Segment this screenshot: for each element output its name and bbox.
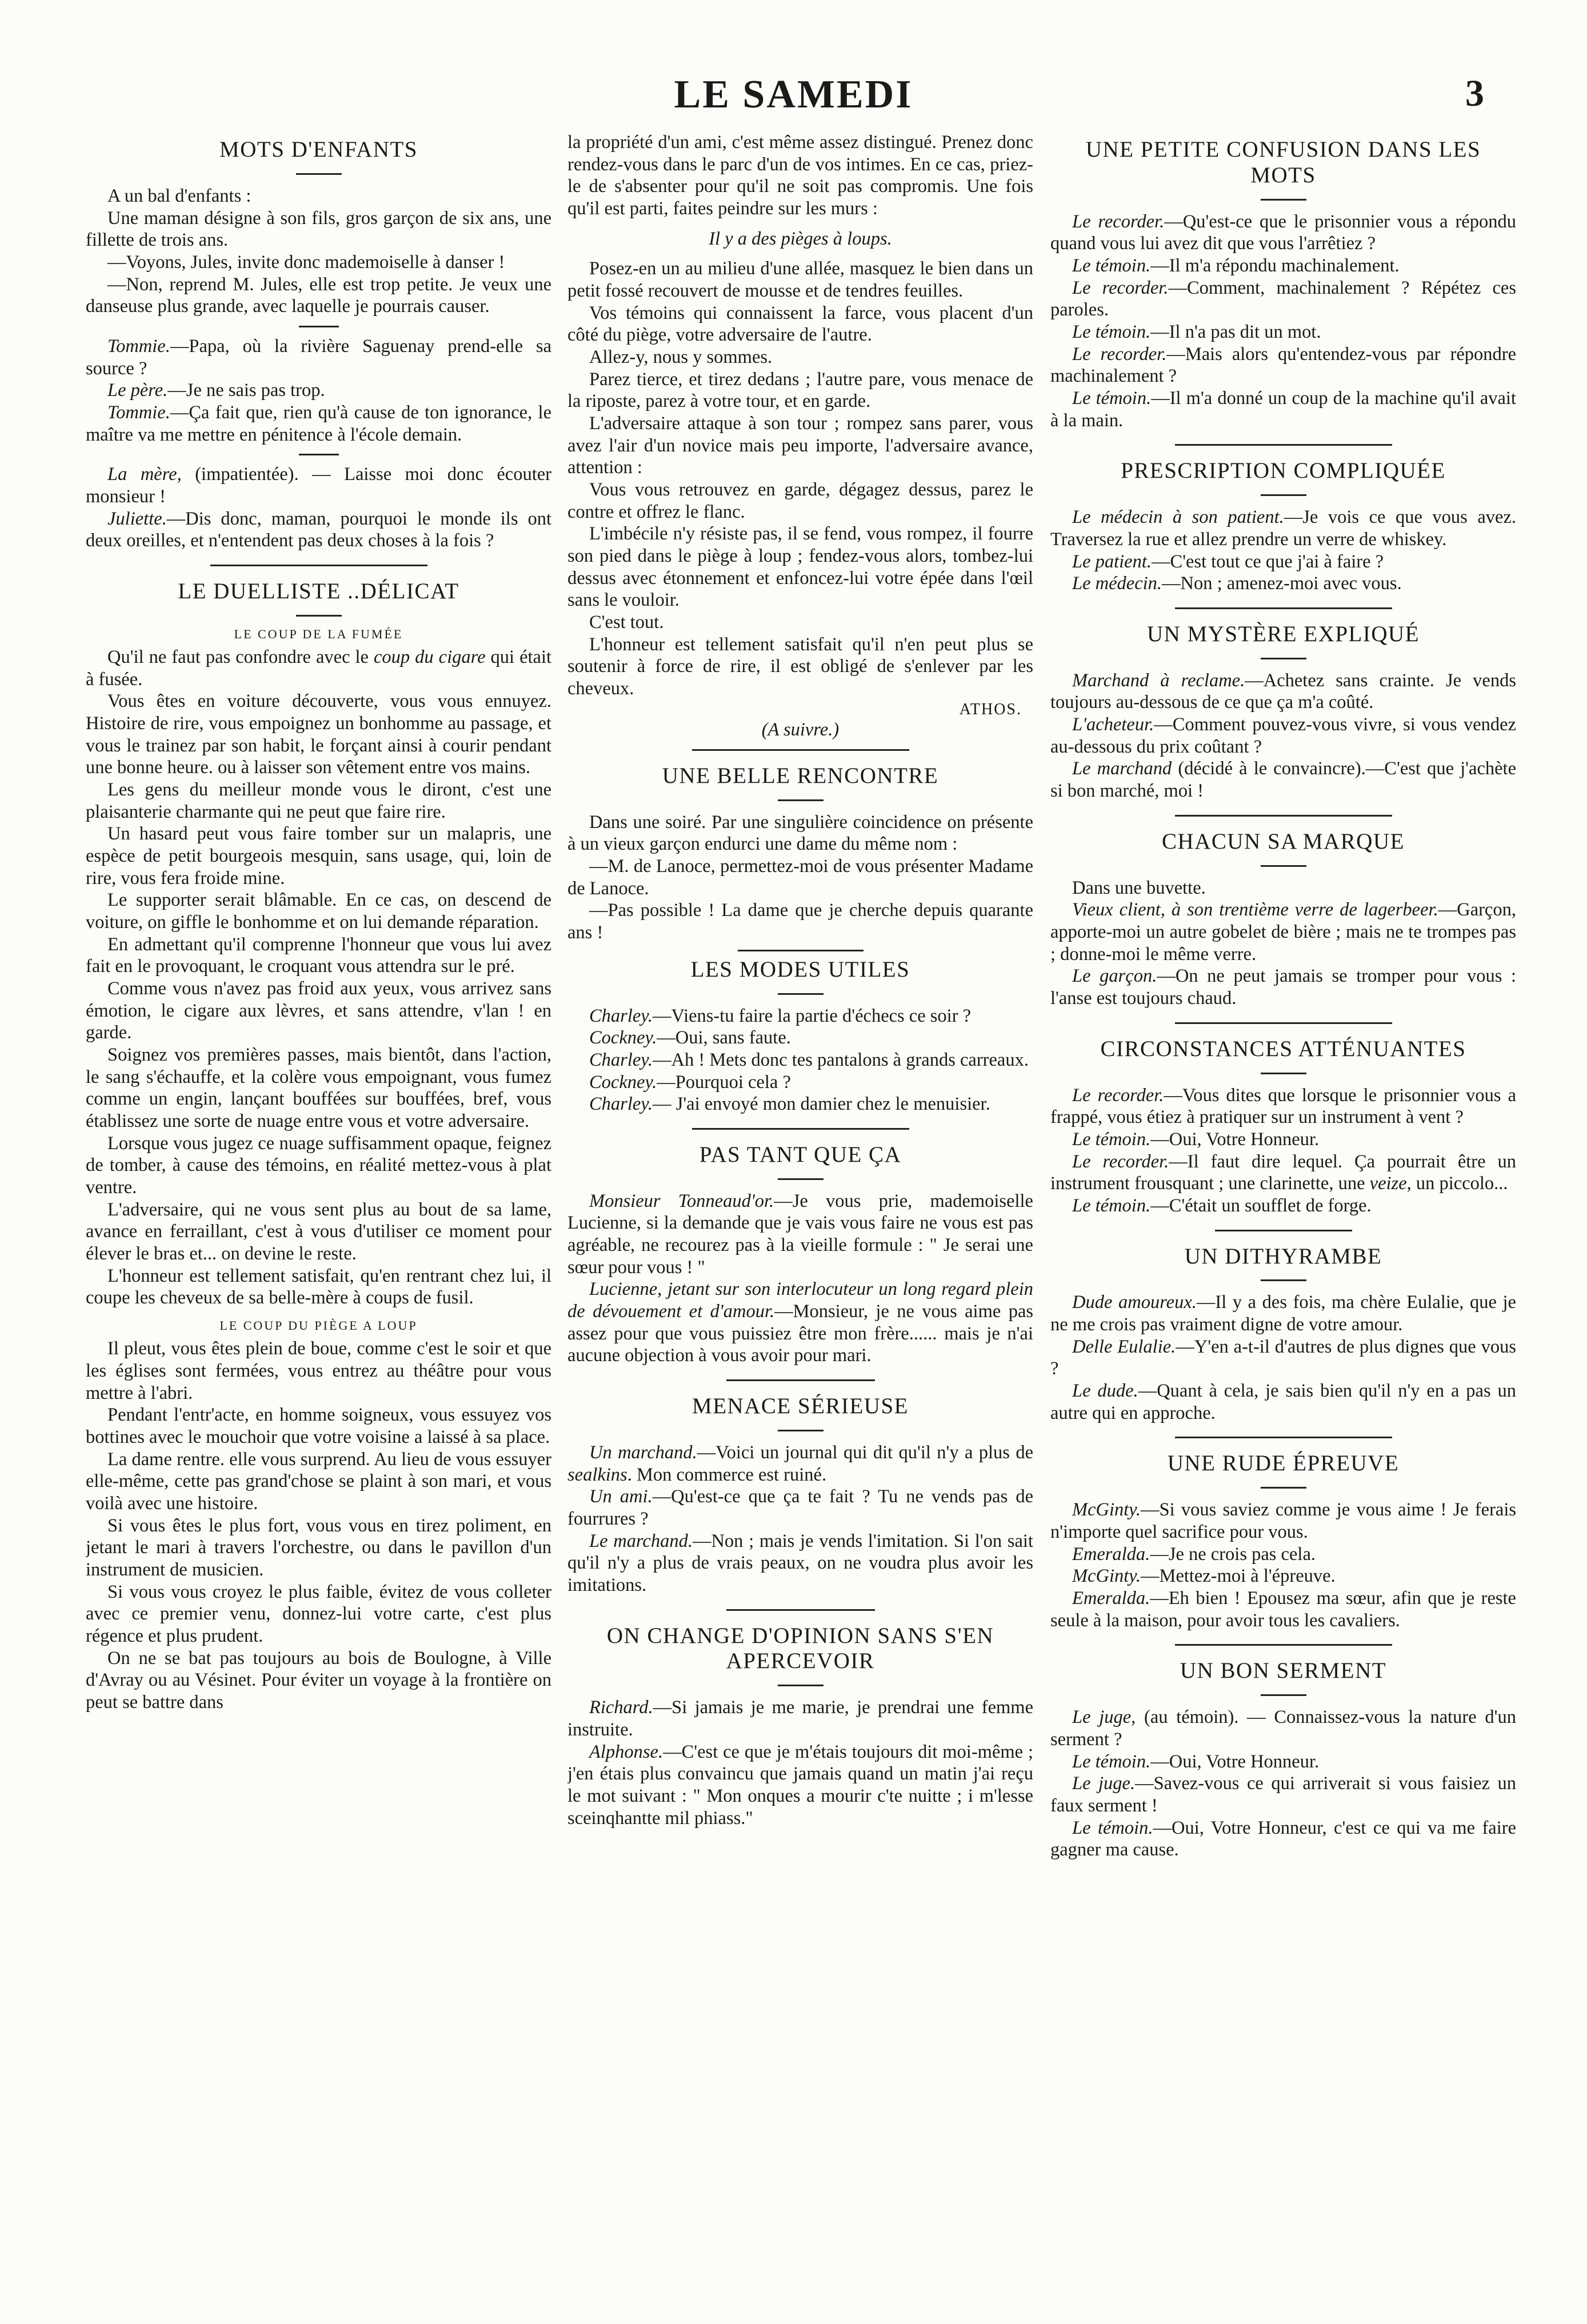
paragraph: Lorsque vous jugez ce nuage suffisamment opaque, feignez de tomber, à cause des témoins, en réalité mettez-vous à plat ventre. [86,1133,551,1198]
speaker: Alphonse. [589,1741,663,1762]
section-title-opinion: ON CHANGE D'OPINION SANS S'EN APERCEVOIR [606,1623,994,1674]
divider [1261,658,1306,659]
speaker: Le témoin. [1072,1129,1151,1150]
divider [1175,444,1392,446]
speaker: L'acheteur. [1072,714,1154,735]
speaker: Monsieur Tonneaud'or. [589,1190,774,1211]
dialogue-line: Le dude.—Quant à cela, je sais bien qu'il n'y en a pas un autre qui en approche. [1050,1381,1516,1423]
dialogue-line: Monsieur Tonneaud'or.—Je vous prie, mademoiselle Lucienne, si la demande que je vais vous faire ne vous est pas agréable, ne recourez pas à la vieille formule : " Je serai une sœur pour vous ! " [567,1190,1033,1278]
speaker: Tommie. [107,335,170,357]
speaker: Richard. [589,1697,653,1718]
dialogue-line: Le patient.—C'est tout ce que j'ai à faire ? [1072,551,1384,572]
section-title-duelliste: LE DUELLISTE ..DÉLICAT [178,578,459,603]
speaker: Le recorder. [1072,343,1167,365]
section-title-prescription: PRESCRIPTION COMPLIQUÉE [1121,458,1446,483]
paragraph: C'est tout. [589,612,664,633]
dialogue-line: McGinty.—Mettez-moi à l'épreuve. [1072,1566,1336,1587]
speaker: Le témoin. [1072,388,1152,409]
divider [299,454,339,455]
paragraph: —Voyons, Jules, invite donc mademoiselle à danser ! [107,251,505,273]
speaker: Le garçon. [1072,966,1157,987]
column-3 [1050,131,1516,2303]
dialogue-line: Le garçon.—On ne peut jamais se tromper pour vous : l'anse est toujours chaud. [1050,966,1516,1009]
paragraph: Il pleut, vous êtes plein de boue, comme c'est le soir et que les églises sont fermées, vous entrez au théâtre pour vous mettre à l'abri. [86,1338,551,1403]
divider [1175,1644,1392,1646]
paragraph: L'honneur est tellement satisfait qu'il n'en peut plus se soutenir à force de rire, il est obligé de s'enlever par les cheveux. [567,634,1033,699]
paragraph: L'adversaire attaque à son tour ; rompez sans parer, vous avez l'air d'un novice mais peu importe, l'adversaire avance, attention : [567,413,1033,478]
paragraph: Si vous vous croyez le plus faible, évitez de vous colleter avec ce premier venu, donnez-lui votre carte, c'est plus régence et plus prudent. [86,1581,551,1646]
dialogue-line: Juliette.—Dis donc, maman, pourquoi le monde ils ont deux oreilles, et n'entendent pas deux choses à la fois ? [86,508,551,551]
section-title-mystere: UN MYSTÈRE EXPLIQUÉ [1147,621,1420,646]
speaker: Vieux client, à son trentième verre de lagerbeer. [1072,899,1438,921]
divider [692,749,909,751]
speaker: Juliette. [107,508,167,529]
dialogue-line: Le témoin.—Il m'a répondu machinalement. [1072,255,1400,277]
dialogue-line: Le marchand (décidé à le convaincre).—C'est que j'achète si bon marché, moi ! [1050,758,1516,802]
dialogue-line: Delle Eulalie.—Y'en a-t-il d'autres de plus dignes que vous ? [1050,1336,1516,1379]
paragraph: Vous êtes en voiture découverte, vous vous ennuyez. Histoire de rire, vous empoignez un bonhomme au passage, et vous le trainez par son habit, le forçant ainsi à courir pendant une bonne heure. ou à laisser son vêtement entre vos mains. [86,691,551,778]
divider [692,1128,909,1130]
dialogue-line: Richard.—Si jamais je me marie, je prendrai une femme instruite. [567,1697,1033,1740]
dialogue-line: Le juge.—Savez-vous ce qui arriverait si vous faisiez un faux serment ! [1050,1773,1516,1816]
dialogue-line: Le témoin.—Oui, Votre Honneur. [1072,1129,1320,1150]
dialogue-line: Cockney.—Pourquoi cela ? [589,1071,791,1093]
dialogue-line: Le témoin.—C'était un soufflet de forge. [1072,1195,1372,1216]
speaker: Le médecin à son patient. [1072,507,1284,528]
paragraph: —Non, reprend M. Jules, elle est trop petite. Je veux une danseuse plus grande, avec laquelle je pourrais causer. [86,274,551,317]
paragraph: Dans une buvette. [1072,877,1206,898]
dialogue-line: Alphonse.—C'est ce que je m'étais toujours dit moi-même ; j'en étais plus convaincu que jamais quand un matin j'ai reçu le mot suivant : " Mon onques a mourir c'te nuitte ; i m'lesse sceinqhantte mil phiass." [567,1741,1033,1829]
speaker: Le marchand [1072,758,1172,779]
divider [738,950,864,951]
dialogue-line: Le recorder.—Il faut dire lequel. Ça pourrait être un instrument frousquant ; une clarinette, une veize, un piccolo... [1050,1151,1516,1194]
divider [1215,1230,1352,1231]
dialogue-line: Charley.—Ah ! Mets donc tes pantalons à grands carreaux. [589,1049,1029,1070]
paragraph: Si vous êtes le plus fort, vous vous en tirez poliment, en jetant le mari à travers l'orchestre, ou dans le pavillon d'un instrument de musicien. [86,1515,551,1580]
paragraph: Un hasard peut vous faire tomber sur un malapris, une espèce de petit bourgeois mesquin, sans usage, qui, loin de rire, vous fera froide mine. [86,823,551,889]
divider [726,1379,875,1381]
speaker: McGinty. [1072,1566,1141,1587]
speaker: Le témoin. [1072,255,1151,277]
dialogue-line: Le médecin à son patient.—Je vois ce que vous avez. Traversez la rue et allez prendre un verre de whiskey. [1050,507,1516,550]
speaker: Le témoin. [1072,1751,1151,1772]
paragraph: Une maman désigne à son fils, gros garçon de six ans, une fillette de trois ans. [86,207,551,251]
author-signature: ATHOS. [959,700,1022,718]
subsection-title: LE COUP DU PIÈGE A LOUP [219,1318,418,1333]
dialogue-line: Le témoin.—Il m'a donné un coup de la machine qu'il avait à la main. [1050,388,1516,431]
speaker: Dude amoureux. [1072,1292,1197,1313]
section-title-pas-tant: PAS TANT QUE ÇA [699,1142,902,1167]
section-title-rencontre: UNE BELLE RENCONTRE [662,763,939,788]
divider [1261,865,1306,867]
dialogue-line: L'acheteur.—Comment pouvez-vous vivre, si vous vendez au-dessous du prix coûtant ? [1050,714,1516,757]
dialogue-line: Le témoin.—Il n'a pas dit un mot. [1072,322,1321,343]
divider [1175,1022,1392,1024]
newspaper-title: LE SAMEDI [674,73,913,117]
dialogue-line: Dude amoureux.—Il y a des fois, ma chère Eulalie, que je ne me crois pas vraiment digne de votre amour. [1050,1292,1516,1335]
divider [1175,815,1392,817]
divider [299,326,339,327]
paragraph: A un bal d'enfants : [107,185,251,206]
divider [296,173,342,175]
paragraph: L'imbécile n'y résiste pas, il se fend, vous rompez, il fourre son pied dans le piège à loup ; fendez-vous alors, tombez-lui dessus avec étonnement et enfoncez-lui votre épée dans l'œil sans le vouloir. [567,523,1033,611]
divider [1175,1437,1392,1438]
divider [1175,607,1392,609]
speaker: Lucienne, jetant sur son interlocuteur un long regard plein de dévouement et d'amour. [567,1279,1033,1322]
divider [778,1178,824,1180]
speaker: Un ami. [589,1486,653,1507]
speaker: Le juge. [1072,1773,1136,1794]
paragraph: Pendant l'entr'acte, en homme soigneux, vous essuyez vos bottines avec le mouchoir que votre voisine a laissé à sa place. [86,1405,551,1447]
divider [1261,1279,1306,1281]
divider [726,1609,875,1611]
section-title-rude-epreuve: UNE RUDE ÉPREUVE [1167,1451,1400,1476]
dialogue-line: La mère, (impatientée). — Laisse moi donc écouter monsieur ! [86,464,551,507]
dialogue-line: Le témoin.—Oui, Votre Honneur, c'est ce qui va me faire gagner ma cause. [1050,1817,1516,1861]
subsection-title: LE COUP DE LA FUMÉE [234,626,403,641]
dialogue-line: Charley.—Viens-tu faire la partie d'échecs ce soir ? [589,1005,972,1026]
column-1 [86,131,551,2303]
speaker: Le témoin. [1072,1817,1153,1838]
divider [778,1430,824,1431]
paragraph: Comme vous n'avez pas froid aux yeux, vous arrivez sans émotion, le cigare aux lèvres, et sans attendre, v'lan ! en garde. [86,978,551,1043]
divider [1261,494,1306,496]
dialogue-line: Le père.—Je ne sais pas trop. [107,380,325,401]
dialogue-line: Le recorder.—Qu'est-ce que le prisonnier vous a répondu quand vous lui avez dit que vous l'arrêtiez ? [1050,211,1516,254]
speaker: Tommie. [107,402,170,423]
speaker: Le juge, [1072,1707,1136,1728]
speaker: Emeralda. [1072,1587,1150,1609]
paragraph: Dans une soiré. Par une singulière coincidence on présente à un vieux garçon endurci une dame du même nom : [567,811,1033,855]
speaker: Le père. [107,380,168,401]
paragraph: Posez-en un au milieu d'une allée, masquez le bien dans un petit fossé recouvert de mousse et de tendres feuilles. [567,258,1033,302]
divider [778,799,824,801]
dialogue-line: Tommie.—Ça fait que, rien qu'à cause de ton ignorance, le maître va me mettre en pénitence à l'école demain. [86,402,551,445]
speaker: Le marchand. [589,1530,693,1551]
dialogue-line: Un marchand.—Voici un journal qui dit qu'il n'y a plus de sealkins. Mon commerce est ruiné. [567,1442,1033,1485]
speaker: McGinty. [1072,1499,1141,1521]
paragraph: la propriété d'un ami, c'est même assez distingué. Prenez donc rendez-vous dans le parc d'un de vos intimes. En ce cas, priez-le de s'absenter pour qu'il ne soit pas compromis. Une fois qu'il est parti, faites peindre sur les murs : [567,132,1033,219]
speaker: Le recorder. [1072,277,1169,298]
sign-text: Il y a des pièges à loups. [709,228,892,249]
section-title-confusion: UNE PETITE CONFUSION DANS LES MOTS [1085,137,1481,187]
dialogue-line: Le témoin.—Oui, Votre Honneur. [1072,1751,1320,1772]
speaker: Un marchand. [589,1442,697,1463]
dialogue-line: Charley.— J'ai envoyé mon damier chez le menuisier. [589,1094,990,1115]
divider [1261,1487,1306,1489]
section-title-dithyrambe: UN DITHYRAMBE [1184,1243,1382,1269]
dialogue-line: McGinty.—Si vous saviez comme je vous aime ! Je ferais n'importe quel sacrifice pour vous. [1050,1499,1516,1542]
paragraph: Les gens du meilleur monde vous le diront, c'est une plaisanterie charmante qui ne peut que faire rire. [86,779,551,822]
dialogue-line: Le marchand.—Non ; mais je vends l'imitation. Si l'on sait qu'il n'y a plus de vrais peaux, on ne voudra plus avoir les imitations. [567,1530,1033,1595]
speaker: La mère, [107,464,182,485]
divider [1261,199,1306,201]
section-title-chacun: CHACUN SA MARQUE [1162,829,1405,854]
dialogue-line: Emeralda.—Je ne crois pas cela. [1072,1543,1316,1565]
speaker: Le patient. [1072,551,1152,572]
divider [210,565,427,566]
paragraph: Vos témoins qui connaissent la farce, vous placent d'un côté du piège, votre adversaire de l'autre. [567,302,1033,346]
divider [296,615,342,617]
section-title-mots-enfants: MOTS D'ENFANTS [219,137,418,162]
divider [1261,1694,1306,1696]
paragraph: En admettant qu'il comprenne l'honneur que vous lui avez fait en le provoquant, le croquant vous attendra sur le pré. [86,934,551,977]
dialogue-line: Le médecin.—Non ; amenez-moi avec vous. [1072,573,1402,594]
page-number: 3 [1465,73,1484,114]
paragraph: Le supporter serait blâmable. En ce cas, on descend de voiture, on giffle le bonhomme et on lui demande réparation. [86,890,551,933]
dialogue-line: Lucienne, jetant sur son interlocuteur un long regard plein de dévouement et d'amour.—Monsieur, je ne vous aime pas assez pour que vous puissiez être mon frère...... mais je n'ai aucune objection à vous avoir pour mari. [567,1279,1033,1366]
speaker: Charley. [589,1049,653,1070]
speaker: Cockney. [589,1027,657,1049]
to-be-continued: (A suivre.) [761,719,840,741]
section-title-circonstances: CIRCONSTANCES ATTÉNUANTES [1100,1036,1466,1061]
dialogue-line: Le recorder.—Vous dites que lorsque le prisonnier vous a frappé, vous étiez à pratiquer sur un instrument à vent ? [1050,1085,1516,1128]
speaker: Le dude. [1072,1381,1138,1402]
dialogue-line: Le recorder.—Mais alors qu'entendez-vous par répondre machinalement ? [1050,343,1516,387]
divider [778,993,824,995]
dialogue-line: Le juge, (au témoin). — Connaissez-vous la nature d'un serment ? [1050,1707,1516,1750]
dialogue-line: Emeralda.—Eh bien ! Epousez ma sœur, afin que je reste seule à la maison, pour avoir tous les cavaliers. [1050,1587,1516,1631]
divider [778,1685,824,1686]
paragraph: L'honneur est tellement satisfait, qu'en rentrant chez lui, il coupe les cheveux de sa belle-mère à coups de fusil. [86,1265,551,1309]
speaker: Le médecin. [1072,573,1162,594]
paragraph: —M. de Lanoce, permettez-moi de vous présenter Madame de Lanoce. [567,855,1033,899]
dialogue-line: Marchand à reclame.—Achetez sans crainte. Je vends toujours au-dessous de ce que ça m'a coûté. [1050,670,1516,713]
divider [1261,1073,1306,1074]
paragraph: On ne se bat pas toujours au bois de Boulogne, à Ville d'Avray ou au Vésinet. Pour éviter un voyage à la frontière on peut se battre dans [86,1647,551,1713]
paragraph: L'adversaire, qui ne vous sent plus au bout de sa lame, avance en ferraillant, c'est à vous d'utiliser ce moment pour élever le bras et... on devine le reste. [86,1199,551,1265]
dialogue-line: Vieux client, à son trentième verre de lagerbeer.—Garçon, apporte-moi un autre gobelet de bière ; mais ne te trompes pas ; donne-moi le même verre. [1050,899,1516,965]
paragraph: Soignez vos premières passes, mais bientôt, dans l'action, le sang s'échauffe, et la colère vous empoignant, vous fumez comme un engin, lançant bouffées sur bouffées, bref, vous établissez une sorte de nuage entre vous et votre adversaire. [86,1045,551,1132]
speaker: Charley. [589,1005,653,1026]
speaker: Le recorder. [1072,211,1165,232]
paragraph: La dame rentre. elle vous surprend. Au lieu de vous essuyer elle-même, cette pas grand'chose se plaint à son mari, et vous voilà avec une histoire. [86,1449,551,1514]
paragraph: Qu'il ne faut pas confondre avec le coup du cigare qui était à fusée. [86,646,551,690]
speaker: Le témoin. [1072,1195,1151,1216]
dialogue-line: Un ami.—Qu'est-ce que ça te fait ? Tu ne vends pas de fourrures ? [567,1486,1033,1529]
paragraph: —Pas possible ! La dame que je cherche depuis quarante ans ! [567,900,1033,943]
column-2 [567,131,1033,2303]
section-title-modes: LES MODES UTILES [690,957,910,982]
speaker: Emeralda. [1072,1543,1150,1565]
speaker: Delle Eulalie. [1072,1336,1176,1357]
page-header [0,67,1587,130]
speaker: Le recorder. [1072,1085,1164,1106]
dialogue-line: Cockney.—Oui, sans faute. [589,1027,791,1049]
paragraph: Parez tierce, et tirez dedans ; l'autre pare, vous menace de la riposte, parez à votre tour, et en garde. [567,369,1033,412]
dialogue-line: Le recorder.—Comment, machinalement ? Répétez ces paroles. [1050,277,1516,321]
paragraph: Allez-y, nous y sommes. [589,347,773,368]
speaker: Marchand à reclame. [1072,670,1245,691]
speaker: Le témoin. [1072,322,1151,343]
section-title-bon-serment: UN BON SERMENT [1180,1658,1387,1683]
speaker: Charley. [589,1094,653,1115]
speaker: Cockney. [589,1071,657,1093]
speaker: Le recorder. [1072,1151,1169,1172]
section-title-menace: MENACE SÉRIEUSE [692,1394,909,1419]
dialogue-line: Tommie.—Papa, où la rivière Saguenay prend-elle sa source ? [86,335,551,379]
paragraph: Vous vous retrouvez en garde, dégagez dessus, parez le contre et offrez le flanc. [567,479,1033,522]
